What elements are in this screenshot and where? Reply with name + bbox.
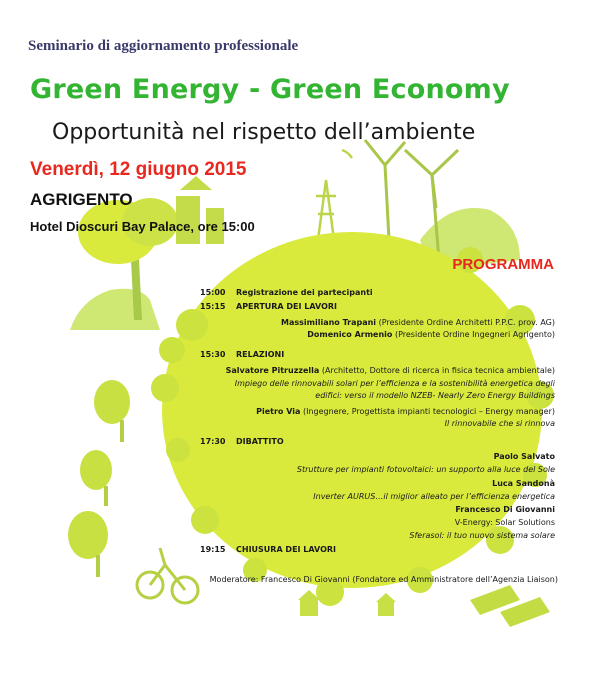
program-item-debate: DIBATTITO — [236, 437, 284, 446]
speaker-name: Massimiliano Trapani — [281, 318, 377, 327]
program-item-opening: APERTURA DEI LAVORI — [236, 302, 338, 311]
speaker-role: (Architetto, Dottore di ricerca in fisica tecnica ambientale) — [319, 366, 555, 375]
seminar-label: Seminario di aggiornamento professionale — [28, 38, 299, 54]
event-subtitle: Opportunità nel rispetto dell’ambiente — [52, 120, 476, 145]
speaker-line — [307, 330, 555, 339]
speaker-role: (Presidente Ordine Ingegneri Agrigento) — [392, 330, 555, 339]
speaker-name: Francesco Di Giovanni — [455, 505, 555, 514]
speaker-line — [226, 366, 555, 375]
program-time: 17:30 — [200, 437, 226, 446]
solar-panel-icon — [470, 585, 550, 627]
program-time: 15:30 — [200, 350, 226, 359]
program-time: 15:15 — [200, 302, 226, 311]
program-item-registration: Registrazione dei partecipanti — [236, 288, 373, 297]
program-item-talks: RELAZIONI — [236, 350, 285, 359]
program-heading: PROGRAMMA — [452, 256, 554, 273]
talk-title: Inverter AURUS…il miglior alleato per l’efficienza energetica — [313, 492, 555, 501]
program-time: 19:15 — [200, 545, 226, 554]
talk-title: Impiego delle rinnovabili solari per l’efficienza e la sostenibilità energetica degli — [234, 379, 555, 388]
talk-title: Il rinnovabile che si rinnova — [444, 419, 555, 428]
power-pylon-icon — [316, 150, 352, 240]
event-date: Venerdì, 12 giugno 2015 — [30, 159, 247, 180]
speaker-name: Salvatore Pitruzzella — [225, 366, 320, 375]
program-time: 15:00 — [200, 288, 226, 297]
talk-title: edifici: verso il modello NZEB- Nearly Zero Energy Buildings — [315, 391, 555, 400]
speaker-line — [281, 318, 555, 327]
speaker-role: (Presidente Ordine Architetti P.P.C. prov. AG) — [376, 318, 555, 327]
speaker-name: Paolo Salvato — [493, 452, 555, 461]
moderator-note: Moderatore: Francesco Di Giovanni (Fondatore ed Amministratore dell’Agenzia Liaison) — [209, 575, 558, 584]
program-item-closing: CHIUSURA DEI LAVORI — [236, 545, 337, 554]
speaker-line — [256, 407, 555, 416]
talk-title: Sferasol: il tuo nuovo sistema solare — [409, 531, 555, 540]
speaker-name: Domenico Armenio — [307, 330, 393, 339]
speaker-company: V-Energy: Solar Solutions — [454, 518, 555, 527]
event-title: Green Energy - Green Economy — [30, 74, 510, 105]
event-city: AGRIGENTO — [30, 190, 133, 209]
speaker-role: (Ingegnere, Progettista impianti tecnologici – Energy manager) — [300, 407, 555, 416]
bicycle-icon — [137, 548, 198, 603]
speaker-name: Luca Sandonà — [492, 479, 555, 488]
event-venue: Hotel Dioscuri Bay Palace, ore 15:00 — [30, 219, 255, 234]
speaker-name: Pietro Via — [256, 407, 301, 416]
talk-title: Strutture per impianti fotovoltaici: un supporto alla luce del Sole — [296, 465, 555, 474]
